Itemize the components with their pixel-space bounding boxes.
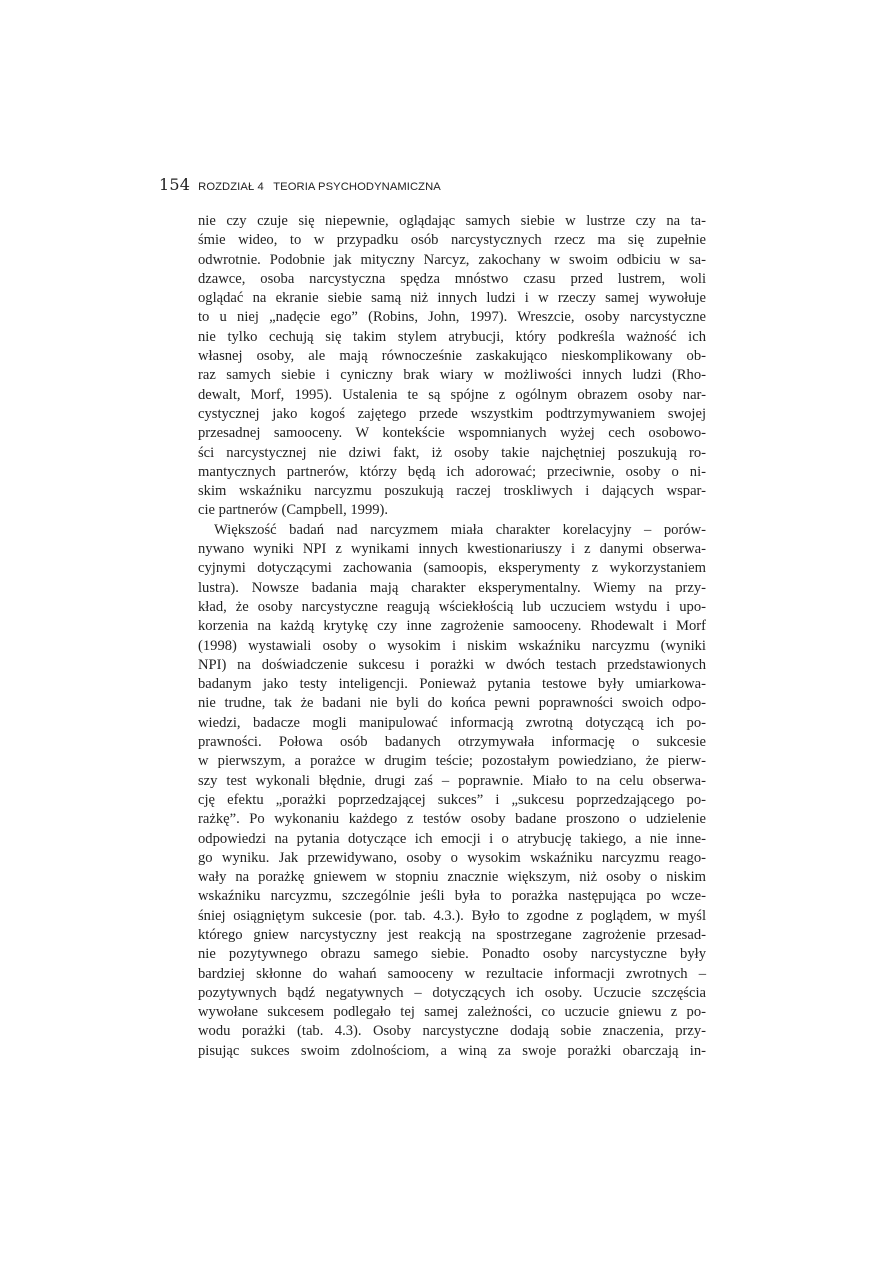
text-line: śmie wideo, to w przypadku osób narcystycznych rzecz ma się zupełnie	[198, 232, 706, 249]
text-line: szy test wykonali błędnie, drugi zaś – poprawnie. Miało to na celu obserwa-	[198, 772, 706, 789]
text-line: przesadnej samooceny. W kontekście wspomnianych wyżej cech osobowo-	[198, 425, 706, 442]
text-line: pozytywnych bądź negatywnych – dotyczących ich osoby. Uczucie szczęścia	[198, 984, 706, 1001]
text-line: (1998) wystawiali osoby o wysokim i niskim wskaźniku narcyzmu (wyniki	[198, 637, 706, 654]
text-line: cie partnerów (Campbell, 1999).	[198, 502, 389, 519]
text-line: odpowiedzi na pytania dotyczące ich emocji i o atrybucję takiego, a nie inne-	[198, 830, 706, 847]
text-line: Większość badań nad narcyzmem miała charakter korelacyjny – porów-	[214, 521, 706, 538]
text-line: raz samych siebie i cyniczny brak wiary w możliwości innych ludzi (Rho-	[198, 367, 706, 384]
text-line: cystycznej jako kogoś zajętego przede wszystkim podtrzymywaniem swojej	[198, 405, 706, 422]
text-line: skim wskaźniku narcyzmu poszukują raczej troskliwych i dających wspar-	[198, 483, 706, 500]
text-line: wywołane sukcesem podlegało tej samej zależności, co uczucie gniewu z po-	[198, 1004, 706, 1021]
text-line: oglądać na ekranie siebie samą niż innych ludzi i w rzeczy samej wywołuje	[198, 290, 706, 307]
page-header	[159, 175, 719, 197]
text-line: korzenia na każdą krytykę czy inne zagrożenie samooceny. Rhodewalt i Morf	[198, 618, 706, 635]
text-line: nywano wyniki NPI z wynikami innych kwestionariuszy i z danymi obserwa-	[198, 541, 706, 558]
text-line: nie tylko cechują się takim stylem atrybucji, który podkreśla ważność ich	[198, 328, 706, 345]
text-line: rażkę”. Po wykonaniu każdego z testów osoby badane proszono o udzielenie	[198, 811, 706, 828]
text-line: bardziej skłonne do wahań samooceny w rezultacie informacji zwrotnych –	[198, 965, 706, 982]
page-number: 154	[159, 175, 191, 194]
text-line: NPI) na doświadczenie sukcesu i porażki w dwóch testach przedstawionych	[198, 656, 706, 673]
paragraph-1	[198, 212, 706, 521]
text-line: lustra). Nowsze badania mają charakter eksperymentalny. Wiemy na przy-	[198, 579, 706, 596]
text-line: pisując sukces swoim zdolnościom, a winą za swoje porażki obarczają in-	[198, 1042, 706, 1059]
text-line: kład, że osoby narcystyczne reagują wściekłością lub uczuciem wstydu i upo-	[198, 598, 706, 615]
text-line: wskaźniku narcyzmu, szczególnie jeśli była to porażka następująca po wcze-	[198, 888, 706, 905]
text-line: cyjnymi dotyczącymi zachowania (samoopis, eksperymenty z wykorzystaniem	[198, 560, 706, 577]
text-line: prawności. Połowa osób badanych otrzymywała informację o sukcesie	[198, 734, 706, 751]
text-line: dewalt, Morf, 1995). Ustalenia te są spójne z ogólnym obrazem osoby nar-	[198, 386, 706, 403]
text-line: dzawce, osoba narcystyczna spędza mnóstwo czasu przed lustrem, woli	[198, 270, 706, 287]
text-line: własnej osoby, ale mają równocześnie zaskakująco nieskomplikowany ob-	[198, 348, 706, 365]
text-line: wały na porażkę gniewem w stopniu znacznie większym, niż osoby o niskim	[198, 869, 706, 886]
text-line: to u niej „nadęcie ego” (Robins, John, 1997). Wreszcie, osoby narcystyczne	[198, 309, 706, 326]
running-head: ROZDZIAŁ 4 TEORIA PSYCHODYNAMICZNA	[198, 181, 441, 193]
text-line: nie trudne, tak że badani nie byli do końca pewni poprawności swoich odpo-	[198, 695, 706, 712]
body-text	[198, 212, 706, 1061]
text-line: badanym jako testy inteligencji. Ponieważ pytania testowe były umiarkowa-	[198, 676, 706, 693]
text-line: odwrotnie. Podobnie jak mityczny Narcyz, zakochany w swoim odbiciu w sa-	[198, 251, 706, 268]
text-line: nie czy czuje się niepewnie, oglądając samych siebie w lustrze czy na ta-	[198, 213, 706, 229]
text-line: wiedzi, badacze mogli manipulować informacją zwrotną dotyczącą ich po-	[198, 714, 706, 731]
text-line: którego gniew narcystyczny jest reakcją na spostrzegane zagrożenie przesad-	[198, 926, 706, 943]
text-line: nie pozytywnego obrazu samego siebie. Ponadto osoby narcystyczne były	[198, 946, 706, 963]
text-line: mantycznych partnerów, którzy będą ich adorować; przeciwnie, osoby o ni-	[198, 463, 706, 480]
paragraph-2	[198, 521, 706, 1061]
text-line: wodu porażki (tab. 4.3). Osoby narcystyczne dodają sobie znaczenia, przy-	[198, 1023, 706, 1040]
text-line: go wyniku. Jak przewidywano, osoby o wysokim wskaźniku narcyzmu reago-	[198, 849, 706, 866]
text-line: śniej osiągniętym sukcesie (por. tab. 4.3.). Było to zgodne z poglądem, w myśl	[198, 907, 706, 924]
text-line: ści narcystycznej nie dziwi fakt, iż osoby takie najchętniej poszukują ro-	[198, 444, 706, 461]
text-line: cję efektu „porażki poprzedzającej sukces” i „sukcesu poprzedzającego po-	[198, 791, 706, 808]
text-line: w pierwszym, a porażce w drugim teście; pozostałym powiedziano, że pierw-	[198, 753, 706, 770]
